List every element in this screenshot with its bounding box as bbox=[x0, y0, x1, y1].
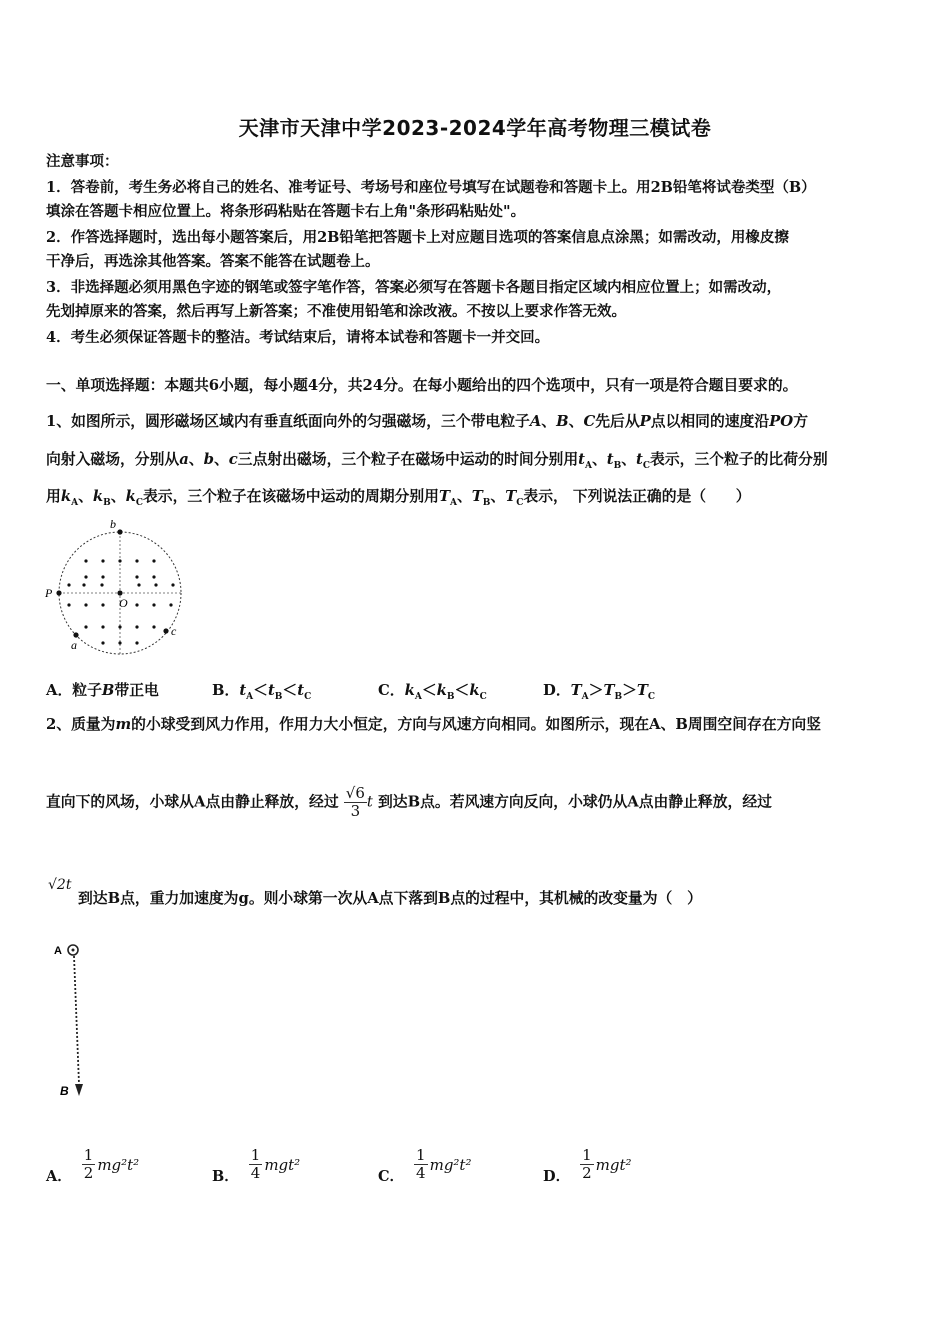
label-b: b bbox=[110, 517, 116, 531]
label-p: P bbox=[45, 586, 53, 600]
label-c: c bbox=[171, 624, 177, 638]
label-a: a bbox=[71, 638, 77, 652]
q2-line-2: 直向下的风场，小球从A点由静止释放，经过 $\frac{√6}{3}$ t 到达B点。若风速方向反向，小球仍从A点由静止释放，经过 bbox=[46, 784, 772, 820]
q2-line-3: 到达B点，重力加速度为g。则小球第一次从A点下落到B点的过程中，其机械的改变量为（ ） bbox=[78, 890, 702, 907]
arrow-down-icon bbox=[75, 1084, 83, 1096]
q2-option-d[interactable]: D． $\frac{1}{2}$ mgt² bbox=[543, 1146, 632, 1185]
notice-line-2: 填涂在答题卡相应位置上。将条形码粘贴在答题卡右上角"条形码粘贴处"。 bbox=[46, 203, 526, 220]
path-line bbox=[74, 956, 79, 1084]
sqrt2t-expression: √2t bbox=[48, 877, 72, 893]
section-heading: 一、单项选择题：本题共6小题，每小题4分，共24分。在每小题给出的四个选项中，只有一项是符合题目要求的。 bbox=[46, 377, 798, 394]
q1-line-3: 用$k_A$、$k_B$、$k_C$表示，三个粒子在该磁场中运动的周期分别用$T_A$、$T_B$、$T_C$表示， 下列说法正确的是（ ） bbox=[46, 488, 751, 508]
q1-option-c[interactable]: C．$k_A<k_B<k_C$ bbox=[378, 682, 487, 702]
point-p-dot bbox=[56, 590, 61, 595]
point-a-dot bbox=[73, 632, 78, 637]
notice-line-5: 3．非选择题必须用黑色字迹的钢笔或签字笔作答，答案必须写在答题卡各题目指定区域内相应位置上；如需改动， bbox=[46, 279, 782, 296]
q1-option-a[interactable]: A．粒子B带正电 bbox=[46, 682, 159, 699]
notice-line-7: 4．考生必须保证答题卡的整洁。考试结束后，请将本试卷和答题卡一并交回。 bbox=[46, 329, 550, 346]
magnetic-field-diagram bbox=[40, 515, 200, 655]
label-o: O bbox=[119, 596, 128, 610]
q1-option-b[interactable]: B．$t_A<t_B<t_C$ bbox=[212, 682, 312, 702]
q2-line-1: 2、质量为m的小球受到风力作用，作用力大小恒定，方向与风速方向相同。如图所示，现在A、B周围空间存在方向竖 bbox=[46, 716, 822, 733]
q2-option-b[interactable]: B． $\frac{1}{4}$ mgt² bbox=[212, 1146, 301, 1185]
fall-path-diagram bbox=[50, 938, 100, 1104]
point-b-dot bbox=[117, 529, 122, 534]
page-title: 天津市天津中学2023-2024学年高考物理三模试卷 bbox=[238, 116, 712, 140]
q1-line-2: 向射入磁场，分别从a、b、c三点射出磁场，三个粒子在磁场中运动的时间分别用$t_A$、$t_B$、$t_C$表示，三个粒子的比荷分别 bbox=[46, 451, 828, 471]
notice-line-3: 2．作答选择题时，选出每小题答案后，用2B铅笔把答题卡上对应题目选项的答案信息点涂黑；如需改动，用橡皮擦 bbox=[46, 229, 789, 246]
q2-option-a[interactable]: A． $\frac{1}{2}$ mg²t² bbox=[46, 1146, 140, 1185]
point-c-dot bbox=[163, 628, 168, 633]
q2-option-c[interactable]: C． $\frac{1}{4}$ mg²t² bbox=[378, 1146, 472, 1185]
notice-line-4: 干净后，再选涂其他答案。答案不能答在试题卷上。 bbox=[46, 253, 380, 270]
notice-line-1: 1．答卷前，考生务必将自己的姓名、准考证号、考场号和座位号填写在试题卷和答题卡上。用2B铅笔将试卷类型（B） bbox=[46, 179, 816, 196]
notice-line-6: 先划掉原来的答案，然后再写上新答案；不准使用铅笔和涂改液。不按以上要求作答无效。 bbox=[46, 303, 626, 320]
notice-heading: 注意事项： bbox=[46, 153, 119, 170]
point-o-dot bbox=[117, 590, 122, 595]
q1-line-1: 1、如图所示，圆形磁场区域内有垂直纸面向外的匀强磁场，三个带电粒子A、B、C先后从P点以相同的速度沿PO方 bbox=[46, 413, 808, 430]
label-b: B bbox=[60, 1084, 69, 1098]
q1-option-d[interactable]: D．$T_A>T_B>T_C$ bbox=[543, 682, 656, 702]
time-fraction: $\frac{√6}{3}$ bbox=[345, 784, 365, 820]
label-a: A bbox=[54, 945, 62, 957]
